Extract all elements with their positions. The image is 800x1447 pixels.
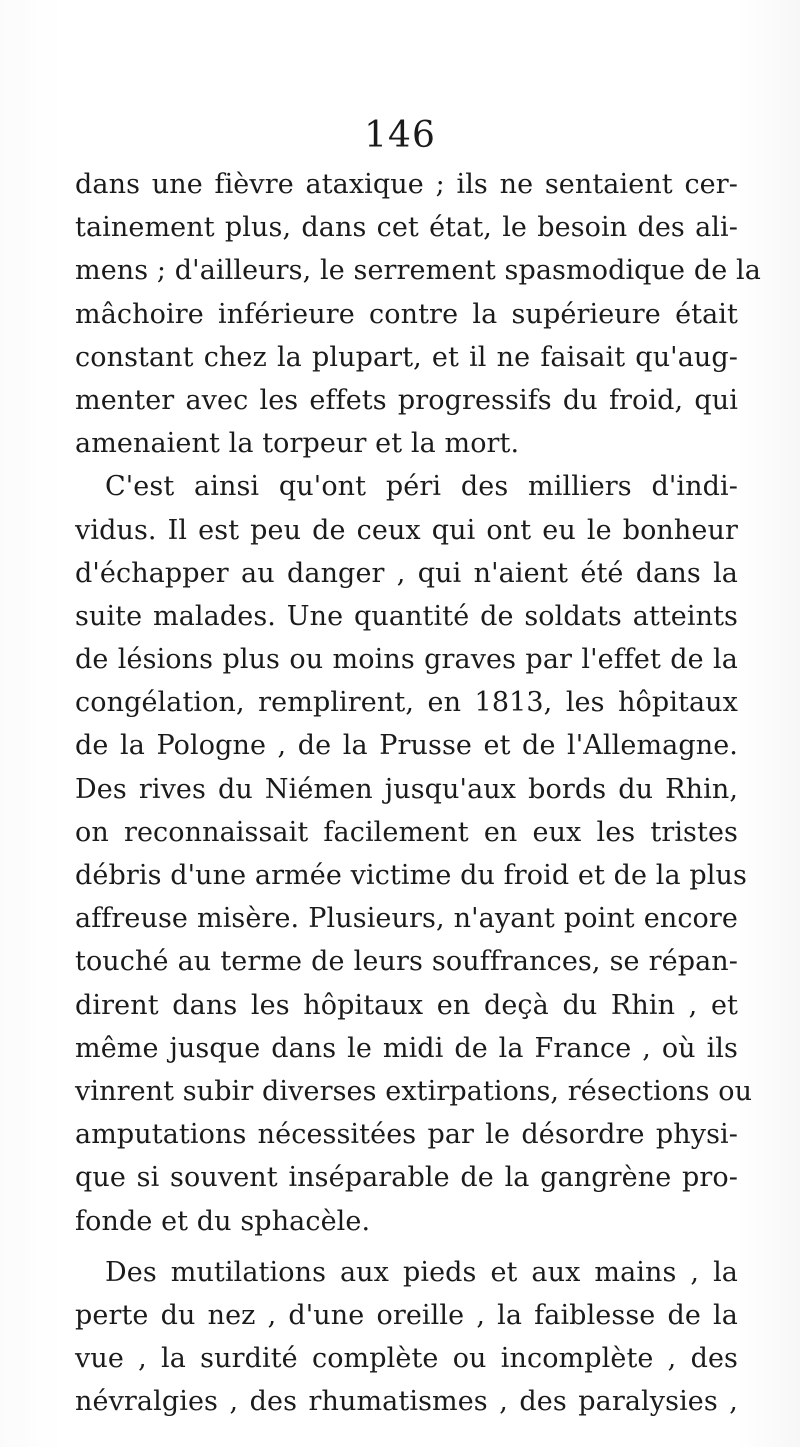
body-text (75, 163, 761, 1423)
page-number: 146 (364, 115, 436, 156)
text-line: fonde et du sphacèle. (75, 1205, 371, 1237)
text-line: C'est ainsi qu'ont péri des milliers d'indi- (105, 471, 738, 503)
text-line: mâchoire inférieure contre la supérieure était (75, 298, 738, 330)
text-line: que si souvent inséparable de la gangrène pro- (75, 1162, 738, 1194)
text-line: amenaient la torpeur et la mort. (75, 428, 520, 460)
text-line: dans une fièvre ataxique ; ils ne sentaient cer- (75, 169, 738, 200)
text-line: on reconnaissait facilement en eux les tristes (75, 816, 738, 848)
text-line: affreuse misère. Plusieurs, n'ayant point encore (75, 903, 738, 935)
text-line: touché au terme de leurs souffrances, se répan- (75, 946, 738, 978)
text-line: de lésions plus ou moins graves par l'effet de la (75, 644, 738, 676)
text-line: vue , la surdité complète ou incomplète , des (75, 1343, 738, 1375)
text-line: mens ; d'ailleurs, le serrement spasmodique de la (75, 255, 761, 287)
text-line: suite malades. Une quantité de soldats atteints (75, 600, 738, 632)
paragraph (75, 1251, 738, 1424)
text-line: névralgies , des rhumatismes , des paralysies , (75, 1386, 738, 1418)
text-line: même jusque dans le midi de la France , où ils (75, 1032, 738, 1064)
text-line: Des mutilations aux pieds et aux mains , la (105, 1256, 738, 1288)
text-line: vinrent subir diverses extirpations, résections ou (75, 1075, 753, 1107)
text-line: perte du nez , d'une oreille , la faiblesse de la (75, 1299, 738, 1331)
text-line: menter avec les effets progressifs du froid, qui (75, 384, 738, 416)
text-line: amputations nécessitées par le désordre physi- (75, 1119, 738, 1151)
text-line: constant chez la plupart, et il ne faisait qu'aug- (75, 341, 738, 373)
paragraph-gap (75, 1243, 738, 1251)
text-line: de la Pologne , de la Prusse et de l'Allemagne. (75, 730, 738, 762)
text-line: dirent dans les hôpitaux en deçà du Rhin , et (75, 989, 738, 1021)
paragraph (75, 465, 753, 1242)
text-line: Des rives du Niémen jusqu'aux bords du Rhin, (75, 773, 738, 805)
paragraph (75, 163, 761, 465)
text-line: congélation, remplirent, en 1813, les hôpitaux (75, 687, 738, 719)
text-line: d'échapper au danger , qui n'aient été dans la (75, 557, 738, 589)
text-line: tainement plus, dans cet état, le besoin des ali- (75, 212, 738, 244)
text-line: vidus. Il est peu de ceux qui ont eu le bonheur (75, 514, 738, 546)
text-line: débris d'une armée victime du froid et de la plus (75, 860, 747, 891)
